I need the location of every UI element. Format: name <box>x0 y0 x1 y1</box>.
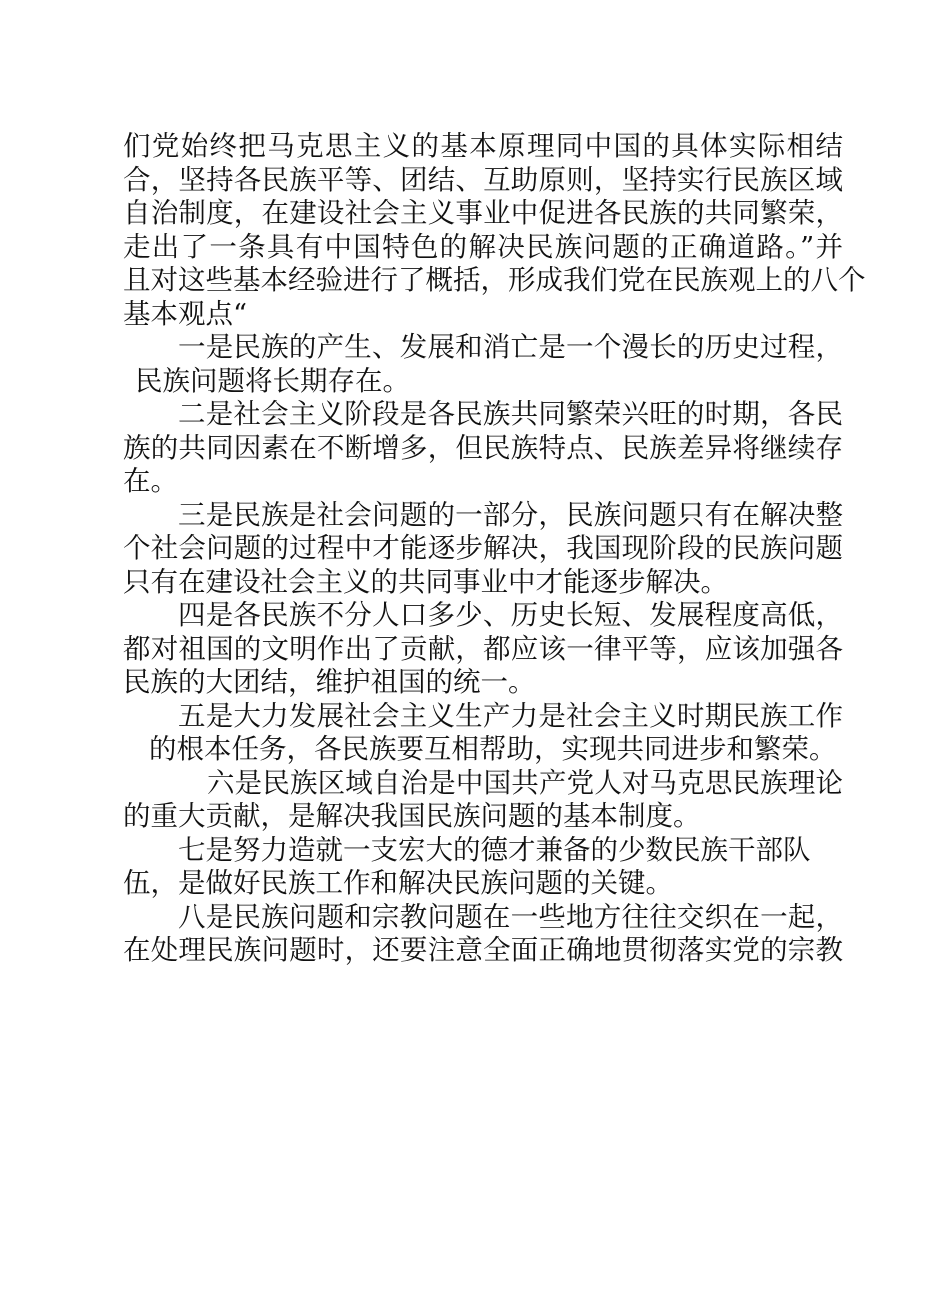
paragraph-5-start: 五是大力发展社会主义生产力是社会主义时期民族工作 <box>178 699 843 732</box>
text-line: 合，坚持各民族平等、团结、互助原则，坚持实行民族区域 <box>123 163 843 196</box>
text-line: 们党始终把马克思主义的基本原理同中国的具体实际相结 <box>123 130 843 162</box>
text-line: 都对祖国的文明作出了贡献，都应该一律平等，应该加强各 <box>123 632 843 665</box>
paragraph-7-start: 七是努力造就一支宏大的德才兼备的少数民族干部队 <box>178 833 811 866</box>
text-line: 的重大贡献，是解决我国民族问题的基本制度。 <box>123 800 701 832</box>
text-line: 个社会问题的过程中才能逐步解决，我国现阶段的民族问题 <box>123 532 843 564</box>
text-line: 民族的大团结，维护祖国的统一。 <box>123 666 536 698</box>
body-text <box>123 130 866 968</box>
text-line: 基本观点“ <box>123 297 248 330</box>
paragraph-1-start: 一是民族的产生、发展和消亡是一个漫长的历史过程， <box>178 331 843 363</box>
paragraph-3-start: 三是民族是社会问题的一部分，民族问题只有在解决整 <box>178 498 843 531</box>
text-line: 且对这些基本经验进行了概括，形成我们党在民族观上的八个 <box>123 264 866 296</box>
text-line: 只有在建设社会主义的共同事业中才能逐步解决。 <box>123 565 728 598</box>
text-line: 在处理民族问题时，还要注意全面正确地贯彻落实党的宗教 <box>123 934 843 966</box>
text-line: 的根本任务，各民族要互相帮助，实现共同进步和繁荣。 <box>149 733 837 765</box>
text-line: 族的共同因素在不断增多，但民族特点、民族差异将继续存 <box>123 431 843 464</box>
paragraph-8-start: 八是民族问题和宗教问题在一些地方往往交织在一起， <box>178 900 843 933</box>
text-line: 民族问题将长期存在。 <box>135 364 410 397</box>
paragraph-4-start: 四是各民族不分人口多少、历史长短、发展程度高低， <box>178 599 843 631</box>
text-line: 伍，是做好民族工作和解决民族问题的关键。 <box>123 867 673 899</box>
text-line: 走出了一条具有中国特色的解决民族问题的正确道路。”并 <box>123 230 843 263</box>
paragraph-2-start: 二是社会主义阶段是各民族共同繁荣兴旺的时期，各民 <box>178 398 843 430</box>
text-line: 在。 <box>123 465 178 497</box>
paragraph-6-start: 六是民族区域自治是中国共产党人对马克思民族理论 <box>207 766 843 799</box>
text-line: 自治制度，在建设社会主义事业中促进各民族的共同繁荣， <box>123 197 843 229</box>
